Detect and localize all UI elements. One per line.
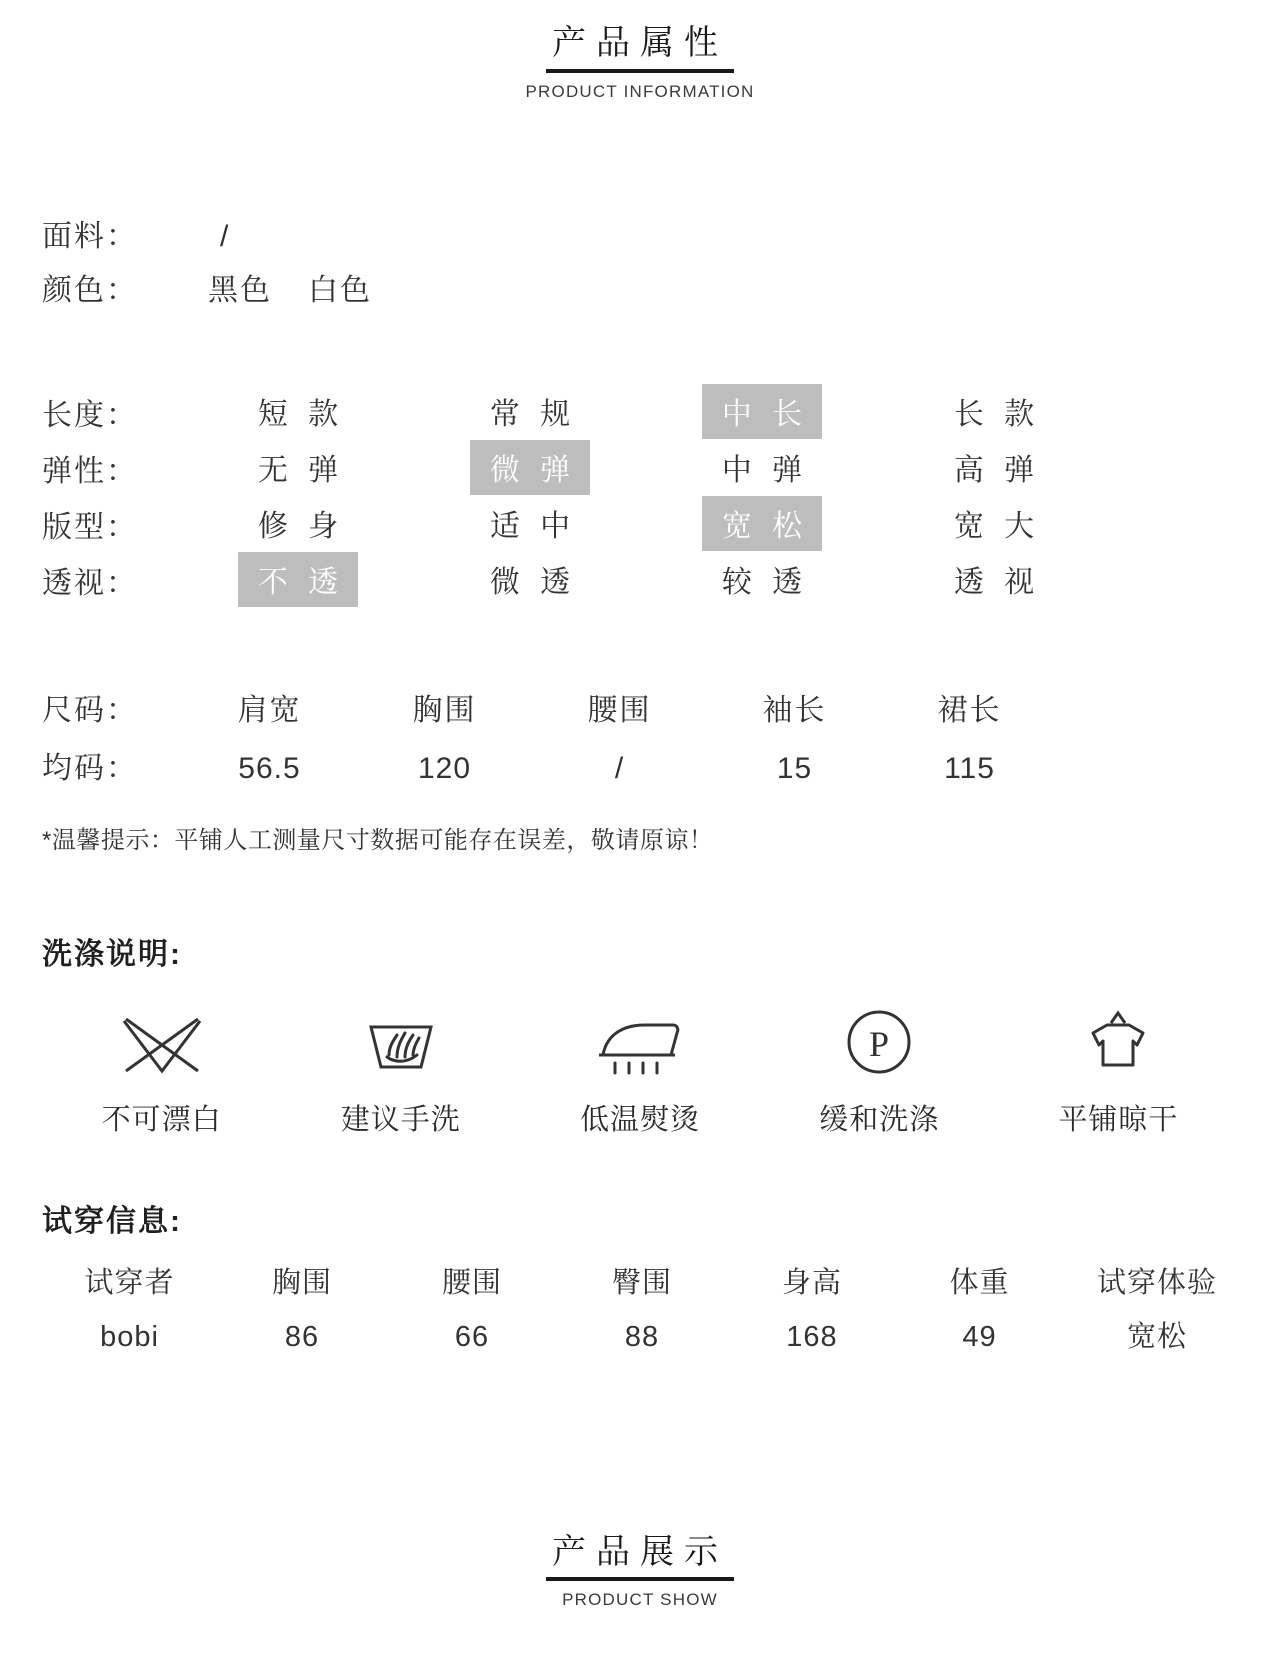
page-title: 产品属性 [546, 22, 734, 73]
length-option-long[interactable] [878, 384, 1110, 439]
size-header-sleeve: 袖长 [762, 693, 827, 727]
sheerness-option-slight[interactable] [414, 552, 646, 607]
tryon-title: 试穿信息: [42, 1204, 182, 1238]
elasticity-option-none[interactable] [182, 440, 414, 495]
fit-option-slim[interactable] [182, 496, 414, 551]
elasticity-option-high[interactable] [878, 440, 1110, 495]
tryon-value-waist: 66 [454, 1320, 490, 1353]
washing-item-no-bleach [42, 999, 281, 1138]
attribute-row-sheerness [42, 552, 1238, 608]
tryon-header-weight: 体重 [949, 1266, 1010, 1299]
tryon-header-waist: 腰围 [441, 1266, 502, 1299]
page-header [0, 0, 1280, 102]
gentle-wash-icon [760, 999, 999, 1085]
no-bleach-icon [42, 999, 281, 1085]
tryon-value-bust: 86 [284, 1320, 320, 1353]
page-subtitle: PRODUCT INFORMATION [525, 81, 755, 101]
tryon-header-row [42, 1256, 1238, 1310]
attribute-row-fit [42, 496, 1238, 552]
length-option-midlong-text: 中 长 [702, 384, 822, 439]
size-row-label-onesize: 均码： [42, 751, 138, 785]
svg-text:P: P [869, 1023, 890, 1064]
size-header-bust: 胸围 [412, 693, 477, 727]
tryon-header-model: 试穿者 [84, 1266, 175, 1299]
washing-item-flat-dry [999, 999, 1238, 1138]
basic-info-section [0, 210, 1280, 318]
fabric-value: / [220, 219, 231, 253]
attribute-label-elasticity: 弹性： [42, 454, 138, 488]
elasticity-option-slight[interactable] [414, 440, 646, 495]
low-temp-iron-icon [520, 999, 759, 1085]
flat-dry-icon [999, 999, 1238, 1085]
size-value-sleeve: 15 [776, 751, 813, 785]
washing-caption-low-iron: 低温熨烫 [580, 1103, 701, 1136]
tryon-value-experience: 宽松 [1126, 1320, 1187, 1353]
size-table-value-row [42, 740, 1238, 798]
size-header-shoulder: 肩宽 [237, 693, 302, 727]
elasticity-option-medium[interactable] [646, 440, 878, 495]
tryon-value-hip: 88 [624, 1320, 660, 1353]
size-table-header-row [42, 682, 1238, 740]
fit-option-loose-text: 宽 松 [702, 496, 822, 551]
fit-option-regular[interactable] [414, 496, 646, 551]
attribute-label-length: 长度： [42, 398, 138, 432]
size-table [0, 682, 1280, 855]
sheerness-option-semi[interactable] [646, 552, 878, 607]
sheerness-option-opaque[interactable] [182, 552, 414, 607]
tryon-value-model: bobi [100, 1320, 159, 1353]
tryon-value-row [42, 1310, 1238, 1364]
page-footer [0, 1531, 1280, 1611]
length-option-regular[interactable] [414, 384, 646, 439]
size-value-shoulder: 56.5 [238, 751, 301, 785]
size-value-length: 115 [944, 751, 995, 785]
elasticity-option-medium-text: 中 弹 [721, 454, 809, 487]
attribute-row-length [42, 384, 1238, 440]
length-option-long-text: 长 款 [953, 398, 1041, 431]
tryon-table [42, 1256, 1238, 1364]
tryon-header-experience: 试穿体验 [1096, 1266, 1217, 1299]
sheerness-option-semi-text: 较 透 [721, 566, 809, 599]
washing-icon-row [42, 999, 1238, 1138]
length-option-short[interactable] [182, 384, 414, 439]
attribute-label-fit: 版型： [42, 510, 138, 544]
tryon-header-bust: 胸围 [271, 1266, 332, 1299]
fabric-row [42, 210, 1238, 264]
footer-subtitle: PRODUCT SHOW [562, 1590, 718, 1609]
size-table-header-label: 尺码： [42, 693, 138, 727]
color-label: 颜色： [42, 273, 138, 307]
tryon-value-height: 168 [786, 1320, 838, 1353]
fit-option-oversize-text: 宽 大 [953, 510, 1041, 543]
length-option-midlong[interactable] [646, 384, 878, 439]
washing-caption-no-bleach: 不可漂白 [101, 1103, 222, 1136]
fit-option-regular-text: 适 中 [489, 510, 577, 543]
tryon-section [0, 1196, 1280, 1364]
attribute-matrix [0, 384, 1280, 608]
hand-wash-icon [281, 999, 520, 1085]
color-values [182, 264, 372, 318]
sheerness-option-sheer-text: 透 视 [953, 566, 1041, 599]
sheerness-option-sheer[interactable] [878, 552, 1110, 607]
fit-option-loose[interactable] [646, 496, 878, 551]
fit-option-oversize[interactable] [878, 496, 1110, 551]
measurement-tip: *温馨提示：平铺人工测量尺寸数据可能存在误差，敬请原谅！ [42, 826, 714, 854]
color-option-white: 白色 [308, 273, 372, 307]
attribute-row-elasticity [42, 440, 1238, 496]
washing-title: 洗涤说明: [42, 937, 182, 971]
washing-caption-hand-wash: 建议手洗 [340, 1103, 461, 1136]
tryon-header-hip: 臀围 [611, 1266, 672, 1299]
fit-option-slim-text: 修 身 [257, 510, 345, 543]
washing-caption-gentle-wash: 缓和洗涤 [819, 1103, 940, 1136]
size-header-length: 裙长 [937, 693, 1002, 727]
color-option-black: 黑色 [208, 273, 272, 307]
attribute-label-sheerness: 透视： [42, 566, 138, 600]
color-row [42, 264, 1238, 318]
sheerness-option-slight-text: 微 透 [489, 566, 577, 599]
washing-item-hand-wash [281, 999, 520, 1138]
size-value-waist: / [614, 751, 625, 785]
washing-caption-flat-dry: 平铺晾干 [1058, 1103, 1179, 1136]
washing-section [0, 929, 1280, 1138]
tryon-header-height: 身高 [781, 1266, 842, 1299]
elasticity-option-slight-text: 微 弹 [470, 440, 590, 495]
elasticity-option-none-text: 无 弹 [257, 454, 345, 487]
washing-item-gentle-wash [760, 999, 999, 1138]
size-header-waist: 腰围 [587, 693, 652, 727]
washing-item-low-iron [520, 999, 759, 1138]
sheerness-option-opaque-text: 不 透 [238, 552, 358, 607]
fabric-label: 面料： [42, 219, 138, 253]
elasticity-option-high-text: 高 弹 [953, 454, 1041, 487]
length-option-regular-text: 常 规 [489, 398, 577, 431]
footer-title: 产品展示 [546, 1531, 734, 1582]
length-option-short-text: 短 款 [257, 398, 345, 431]
tryon-value-weight: 49 [962, 1320, 997, 1353]
size-value-bust: 120 [417, 751, 472, 785]
